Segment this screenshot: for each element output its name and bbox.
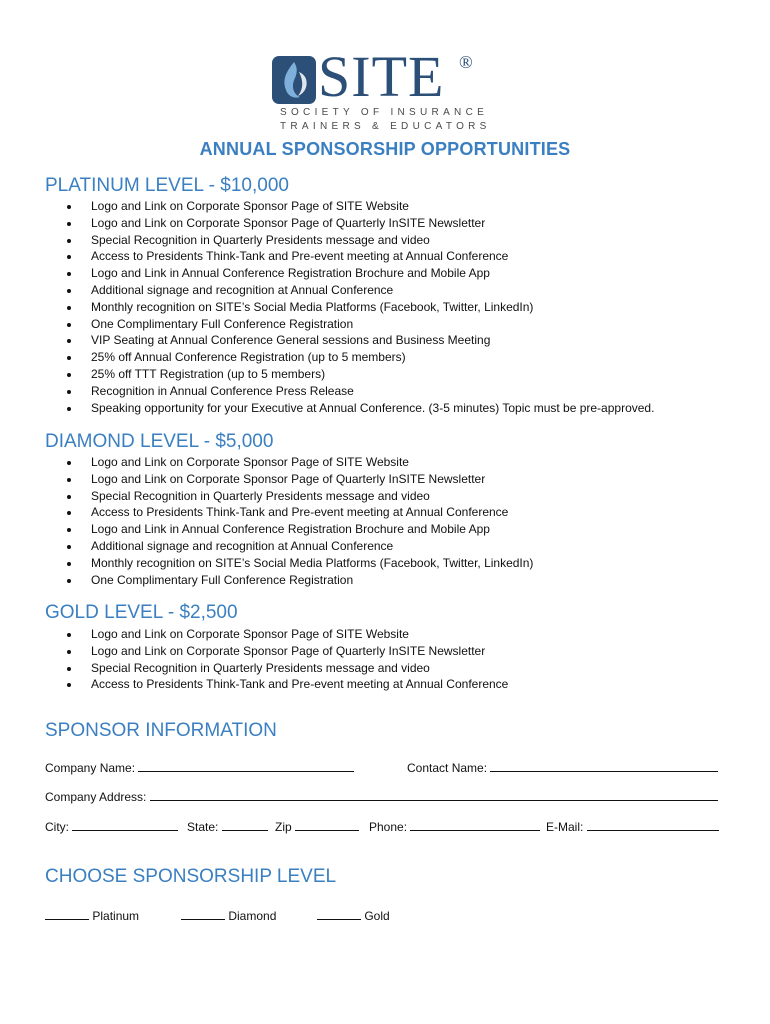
list-item: Additional signage and recognition at Annual Conference — [66, 538, 533, 555]
company-name-label: Company Name: — [45, 761, 136, 775]
diamond-checkline[interactable] — [181, 907, 225, 920]
list-item: Access to Presidents Think-Tank and Pre-event meeting at Annual Conference — [66, 676, 508, 693]
email-blank[interactable] — [587, 818, 719, 831]
list-item: Recognition in Annual Conference Press Release — [66, 383, 654, 400]
registered-mark: ® — [459, 52, 473, 72]
page-title: ANNUAL SPONSORSHIP OPPORTUNITIES — [199, 139, 571, 159]
contact-name-blank[interactable] — [490, 759, 718, 772]
city-blank[interactable] — [72, 818, 178, 831]
diamond-benefits-list — [66, 454, 533, 588]
list-item: Logo and Link in Annual Conference Registration Brochure and Mobile App — [66, 265, 654, 282]
list-item: Logo and Link on Corporate Sponsor Page of SITE Website — [66, 198, 654, 215]
list-item: Monthly recognition on SITE’s Social Media Platforms (Facebook, Twitter, LinkedIn) — [66, 299, 654, 316]
state-label: State: — [187, 820, 219, 834]
email-label: E-Mail: — [546, 820, 584, 834]
list-item: Special Recognition in Quarterly Presidents message and video — [66, 660, 508, 677]
list-item: One Complimentary Full Conference Registration — [66, 572, 533, 589]
phone-label: Phone: — [369, 820, 408, 834]
list-item: VIP Seating at Annual Conference General sessions and Business Meeting — [66, 332, 654, 349]
platinum-heading: PLATINUM LEVEL - $10,000 — [45, 175, 289, 196]
company-name-blank[interactable] — [138, 759, 354, 772]
list-item: 25% off TTT Registration (up to 5 members) — [66, 366, 654, 383]
option-platinum — [45, 907, 139, 923]
phone-field — [369, 818, 540, 834]
phone-blank[interactable] — [410, 818, 540, 831]
list-item: Special Recognition in Quarterly Presidents message and video — [66, 488, 533, 505]
list-item: One Complimentary Full Conference Registration — [66, 316, 654, 333]
gold-heading: GOLD LEVEL - $2,500 — [45, 602, 238, 623]
gold-checkline[interactable] — [317, 907, 361, 920]
zip-field — [275, 818, 359, 834]
list-item: Logo and Link on Corporate Sponsor Page of Quarterly InSITE Newsletter — [66, 215, 654, 232]
list-item: Logo and Link in Annual Conference Registration Brochure and Mobile App — [66, 521, 533, 538]
option-gold-label: Gold — [364, 909, 390, 923]
flame-logo-icon — [272, 56, 316, 104]
contact-name-field — [407, 759, 718, 775]
state-field — [187, 818, 268, 834]
state-blank[interactable] — [222, 818, 268, 831]
option-diamond-label: Diamond — [228, 909, 277, 923]
option-platinum-label: Platinum — [92, 909, 140, 923]
company-address-blank[interactable] — [150, 788, 718, 801]
contact-name-label: Contact Name: — [407, 761, 488, 775]
city-label: City: — [45, 820, 69, 834]
platinum-checkline[interactable] — [45, 907, 89, 920]
zip-label: Zip — [275, 820, 292, 834]
list-item: Special Recognition in Quarterly Presidents message and video — [66, 232, 654, 249]
list-item: 25% off Annual Conference Registration (up to 5 members) — [66, 349, 654, 366]
company-name-field — [45, 759, 354, 775]
logo-subtitle-line2: TRAINERS & EDUCATORS — [280, 121, 491, 132]
list-item: Access to Presidents Think-Tank and Pre-event meeting at Annual Conference — [66, 248, 654, 265]
diamond-heading: DIAMOND LEVEL - $5,000 — [45, 431, 274, 452]
email-field — [546, 818, 719, 834]
gold-benefits-list — [66, 626, 508, 693]
list-item: Logo and Link on Corporate Sponsor Page of SITE Website — [66, 626, 508, 643]
list-item: Additional signage and recognition at Annual Conference — [66, 282, 654, 299]
logo-subtitle-line1: SOCIETY OF INSURANCE — [280, 107, 489, 118]
company-address-label: Company Address: — [45, 790, 147, 804]
list-item: Logo and Link on Corporate Sponsor Page of SITE Website — [66, 454, 533, 471]
city-field — [45, 818, 178, 834]
logo-wordmark: SITE — [318, 44, 445, 109]
list-item: Logo and Link on Corporate Sponsor Page of Quarterly InSITE Newsletter — [66, 471, 533, 488]
platinum-benefits-list — [66, 198, 654, 416]
zip-blank[interactable] — [295, 818, 359, 831]
option-diamond — [181, 907, 276, 923]
sponsor-information-heading: SPONSOR INFORMATION — [45, 720, 277, 741]
list-item: Access to Presidents Think-Tank and Pre-event meeting at Annual Conference — [66, 504, 533, 521]
choose-level-heading: CHOOSE SPONSORSHIP LEVEL — [45, 866, 337, 887]
list-item: Speaking opportunity for your Executive at Annual Conference. (3-5 minutes) Topic must be pre-approved. — [66, 400, 654, 417]
list-item: Monthly recognition on SITE’s Social Media Platforms (Facebook, Twitter, LinkedIn) — [66, 555, 533, 572]
list-item: Logo and Link on Corporate Sponsor Page of Quarterly InSITE Newsletter — [66, 643, 508, 660]
company-address-field — [45, 788, 718, 804]
site-logo — [272, 46, 496, 134]
option-gold — [317, 907, 390, 923]
